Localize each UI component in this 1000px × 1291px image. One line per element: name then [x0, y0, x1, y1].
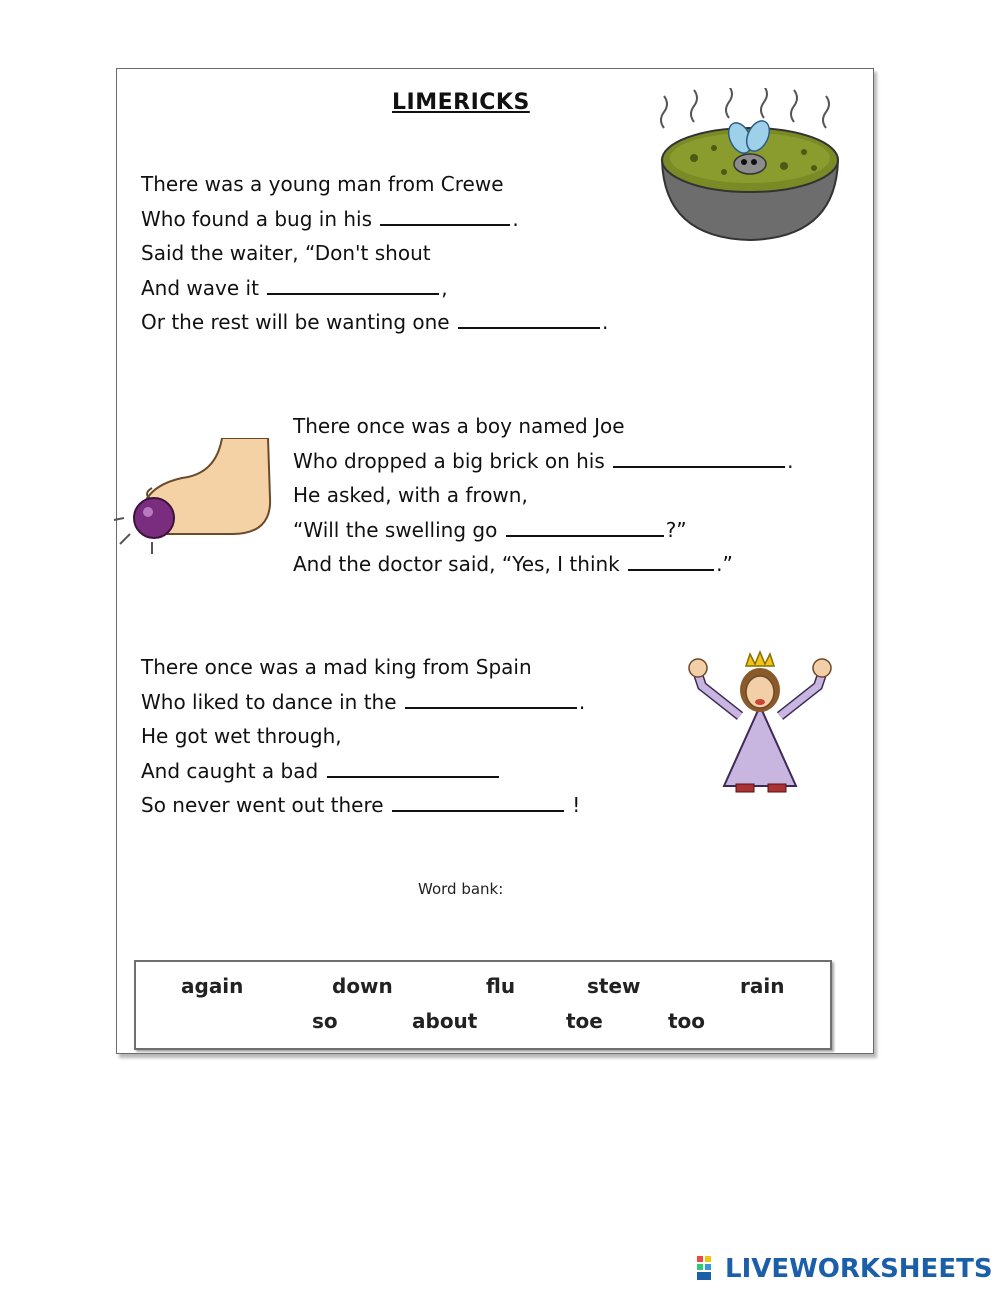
word-bank-word[interactable]: so: [312, 1009, 338, 1033]
poem-line: He asked, with a frown,: [293, 483, 528, 507]
poem-line: “Will the swelling go ?”: [293, 513, 793, 548]
answer-blank[interactable]: [613, 446, 785, 468]
brand-logo: [697, 1254, 993, 1284]
answer-blank[interactable]: [458, 307, 600, 329]
word-bank-word[interactable]: again: [181, 974, 244, 998]
answer-blank[interactable]: [392, 790, 564, 812]
foot-illustration: [112, 438, 274, 558]
poem-line: Who liked to dance in the .: [141, 685, 585, 720]
soup-bowl-illustration: [654, 88, 846, 248]
word-bank-word[interactable]: stew: [587, 974, 641, 998]
poem-line: There once was a boy named Joe: [293, 414, 625, 438]
answer-blank[interactable]: [628, 549, 714, 571]
word-bank-word[interactable]: rain: [740, 974, 785, 998]
page-title: LIMERICKS: [392, 90, 530, 115]
answer-blank[interactable]: [506, 515, 664, 537]
answer-blank[interactable]: [380, 204, 510, 226]
poem-line: Or the rest will be wanting one .: [141, 305, 608, 340]
limerick-3: [141, 650, 585, 823]
poem-line: Who dropped a big brick on his .: [293, 444, 793, 479]
poem-line: And the doctor said, “Yes, I think .”: [293, 547, 793, 582]
limerick-1: [141, 167, 608, 340]
liveworksheets-logo-icon: [697, 1256, 719, 1282]
word-bank-label: Word bank:: [418, 880, 504, 898]
poem-line: Who found a bug in his .: [141, 202, 608, 237]
poem-line: There was a young man from Crewe: [141, 172, 504, 196]
word-bank-word[interactable]: toe: [566, 1009, 603, 1033]
word-bank-word[interactable]: about: [412, 1009, 478, 1033]
answer-blank[interactable]: [327, 756, 499, 778]
answer-blank[interactable]: [267, 273, 439, 295]
brand-name: LIVEWORKSHEETS: [725, 1254, 993, 1284]
poem-line: There once was a mad king from Spain: [141, 655, 532, 679]
word-bank-word[interactable]: flu: [486, 974, 516, 998]
word-bank-word[interactable]: down: [332, 974, 393, 998]
poem-line: He got wet through,: [141, 724, 342, 748]
word-bank-word[interactable]: too: [668, 1009, 706, 1033]
limerick-2: [293, 409, 793, 582]
poem-line: And caught a bad: [141, 754, 585, 789]
poem-line: And wave it ,: [141, 271, 608, 306]
answer-blank[interactable]: [405, 687, 577, 709]
king-illustration: [684, 646, 838, 794]
poem-line: Said the waiter, “Don't shout: [141, 241, 431, 265]
poem-line: So never went out there !: [141, 788, 585, 823]
